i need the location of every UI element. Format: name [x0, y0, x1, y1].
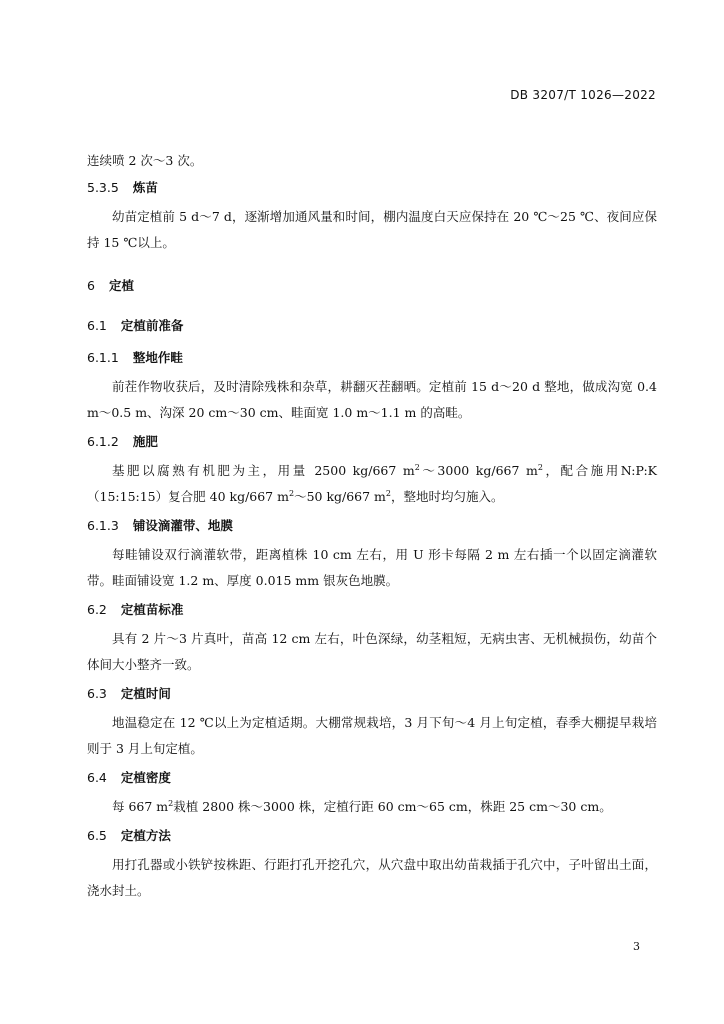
section-title: 施肥	[132, 434, 158, 449]
section-title: 定植时间	[120, 686, 171, 701]
text-run: 每 667 m	[112, 799, 169, 814]
section-number: 6.1.3	[87, 518, 119, 533]
paragraph-continuation: 连续喷 2 次～3 次。	[87, 153, 203, 168]
heading-5-3-5	[87, 178, 657, 196]
section-number: 6.5	[87, 828, 107, 843]
section-title: 整地作畦	[132, 350, 183, 365]
text-run: ～3000 kg/667 m	[419, 463, 538, 478]
section-number: 6.3	[87, 686, 107, 701]
section-title: 定植苗标准	[120, 602, 184, 617]
section-title: 炼苗	[132, 180, 158, 195]
section-number: 6.1.1	[87, 350, 119, 365]
section-title: 定植	[108, 278, 134, 293]
section-number: 5.3.5	[87, 180, 119, 195]
paragraph-6-2: 具有 2 片～3 片真叶，苗高 12 cm 左右，叶色深绿，幼茎粗短，无病虫害、无机械损伤，幼苗个体间大小整齐一致。	[87, 631, 657, 672]
heading-6	[87, 276, 657, 294]
superscript: 2	[168, 798, 174, 808]
heading-6-4	[87, 768, 657, 786]
paragraph-6-1-2	[87, 458, 657, 510]
heading-6-1	[87, 316, 657, 334]
paragraph-6-1-1: 前茬作物收获后，及时清除残株和杂草，耕翻灭茬翻晒。定植前 15 d～20 d 整地，做成沟宽 0.4 m～0.5 m、沟深 20 cm～30 cm、畦面宽 1.0 m～1.1 m 的高畦。	[87, 379, 657, 420]
heading-6-1-2	[87, 432, 657, 450]
section-number: 6.1	[87, 318, 107, 333]
heading-6-3	[87, 684, 657, 702]
heading-6-1-1	[87, 348, 657, 366]
section-number: 6	[87, 278, 95, 293]
section-number: 6.2	[87, 602, 107, 617]
paragraph-6-4	[87, 794, 657, 820]
text-run: 栽植 2800 株～3000 株，定植行距 60 cm～65 cm，株距 25 cm～30 cm。	[173, 799, 612, 814]
paragraph-5-3-5: 幼苗定植前 5 d～7 d，逐渐增加通风量和时间，棚内温度白天应保持在 20 ℃～25 ℃、夜间应保持 15 ℃以上。	[87, 209, 657, 250]
document-body	[87, 148, 657, 904]
section-title: 定植前准备	[120, 318, 184, 333]
superscript: 2	[385, 488, 392, 498]
page-number: 3	[633, 940, 640, 953]
paragraph-6-5: 用打孔器或小铁铲按株距、行距打孔开挖孔穴，从穴盘中取出幼苗栽插于孔穴中，子叶留出土面，浇水封土。	[87, 857, 657, 898]
paragraph-6-1-3: 每畦铺设双行滴灌软带，距离植株 10 cm 左右，用 U 形卡每隔 2 m 左右插一个以固定滴灌软带。畦面铺设宽 1.2 m、厚度 0.015 mm 银灰色地膜。	[87, 547, 657, 588]
heading-6-1-3	[87, 516, 657, 534]
section-number: 6.4	[87, 770, 107, 785]
heading-6-2	[87, 600, 657, 618]
text-run: 基肥以腐熟有机肥为主，用量 2500 kg/667 m	[112, 463, 415, 478]
section-number: 6.1.2	[87, 434, 119, 449]
section-title: 定植密度	[120, 770, 171, 785]
document-code: DB 3207/T 1026—2022	[510, 88, 656, 102]
superscript: 2	[414, 462, 420, 472]
text-run: ，整地时均匀施入。	[391, 489, 504, 504]
text-run: ～50 kg/667 m	[294, 489, 386, 504]
section-title: 定植方法	[120, 828, 171, 843]
heading-6-5	[87, 826, 657, 844]
section-title: 铺设滴灌带、地膜	[132, 518, 233, 533]
superscript: 2	[537, 462, 543, 472]
paragraph-6-3: 地温稳定在 12 ℃以上为定植适期。大棚常规栽培，3 月下旬～4 月上旬定植，春季大棚提早栽培则于 3 月上旬定植。	[87, 715, 657, 756]
superscript: 2	[288, 488, 295, 498]
text-run: ，配合施用N:P:K（15:15:15）复合肥 40 kg/667 m	[87, 463, 658, 504]
